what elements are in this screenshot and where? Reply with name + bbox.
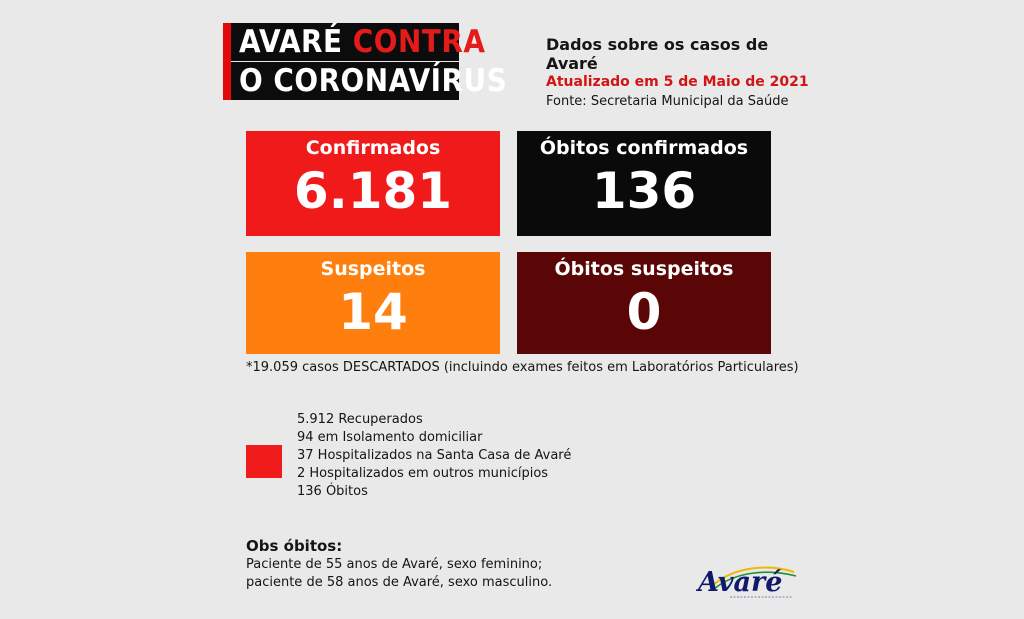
stat-deaths: 136 Óbitos — [297, 484, 368, 499]
obs-line-1: Paciente de 55 anos de Avaré, sexo feminino; — [246, 557, 543, 572]
title-line-2: O CORONAVÍRUS — [231, 62, 459, 100]
stat-home-isolation: 94 em Isolamento domiciliar — [297, 430, 483, 445]
city-logo-graphic — [694, 556, 804, 604]
discarded-note: *19.059 casos DESCARTADOS (incluindo exames feitos em Laboratórios Particulares) — [246, 360, 799, 375]
stat-hospitalized-other: 2 Hospitalizados em outros municípios — [297, 466, 549, 481]
suspected-card — [246, 252, 500, 354]
header-heading: Dados sobre os casos de Avaré — [546, 35, 769, 73]
deaths-suspected-label: Óbitos suspeitos — [554, 258, 734, 280]
deaths-confirmed-value: 136 — [591, 162, 697, 220]
obs-line-2: paciente de 58 anos de Avaré, sexo masculino. — [246, 575, 553, 590]
deaths-suspected-card — [517, 252, 771, 354]
deaths-suspected-value: 0 — [626, 283, 662, 341]
confirmed-card — [246, 131, 500, 236]
deaths-confirmed-label: Óbitos confirmados — [539, 137, 749, 159]
obs-section — [246, 536, 666, 592]
stats-list — [297, 411, 697, 501]
title-contra: CONTRA — [352, 24, 486, 60]
confirmed-label: Confirmados — [305, 137, 441, 159]
confirmed-value: 6.181 — [293, 162, 453, 220]
title-line-1 — [231, 23, 486, 61]
city-logo — [694, 556, 804, 604]
obs-title: Obs óbitos: — [246, 537, 343, 555]
legend-swatch — [246, 445, 282, 478]
suspected-value: 14 — [338, 283, 408, 341]
header-updated-date: Atualizado em 5 de Maio de 2021 — [546, 74, 809, 90]
title-avare: AVARÉ — [239, 24, 343, 60]
svg-text:Avaré: Avaré — [698, 567, 783, 598]
campaign-title — [223, 23, 508, 100]
stat-recovered: 5.912 Recuperados — [297, 412, 423, 427]
deaths-confirmed-card — [517, 131, 771, 236]
title-accent-bar — [223, 23, 231, 100]
header-source: Fonte: Secretaria Municipal da Saúde — [546, 94, 789, 109]
suspected-label: Suspeitos — [320, 258, 426, 280]
stat-hospitalized-local: 37 Hospitalizados na Santa Casa de Avaré — [297, 448, 572, 463]
header-info — [546, 35, 816, 111]
